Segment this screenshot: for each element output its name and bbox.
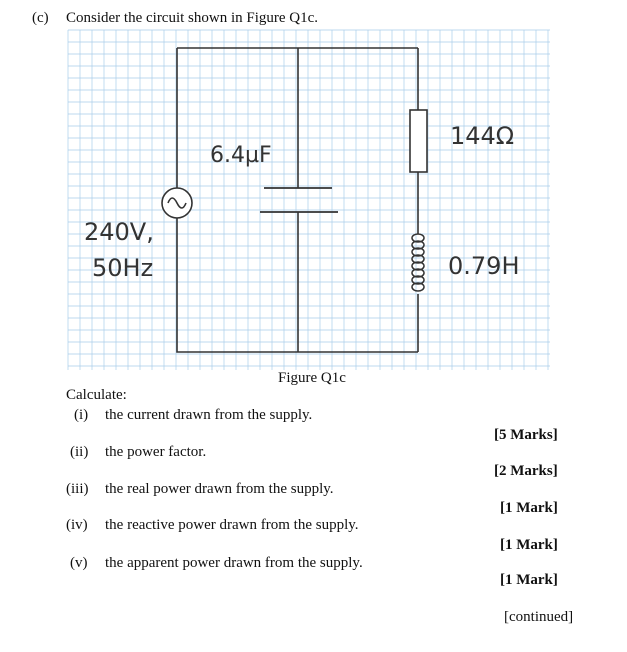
resistor-symbol	[410, 110, 427, 172]
item-marks-iii: [1 Mark]	[500, 500, 558, 516]
figure-caption: Figure Q1c	[278, 370, 346, 386]
item-number-iv: (iv)	[66, 517, 88, 533]
inductor-label: 0.79H	[448, 252, 520, 280]
inductor-symbol	[412, 234, 424, 291]
calculate-heading: Calculate:	[66, 387, 127, 403]
item-number-i: (i)	[74, 407, 89, 423]
item-text-iii: the real power drawn from the supply.	[105, 481, 334, 497]
capacitor-label: 6.4µF	[210, 143, 272, 168]
item-marks-iv: [1 Mark]	[500, 537, 558, 553]
item-text-i: the current drawn from the supply.	[105, 407, 313, 423]
graph-paper-grid	[68, 30, 550, 370]
item-text-iv: the reactive power drawn from the supply.	[105, 517, 359, 533]
question-prompt: Consider the circuit shown in Figure Q1c.	[66, 10, 319, 26]
source-voltage-label: 240V,	[84, 218, 154, 246]
item-number-ii: (ii)	[70, 444, 89, 460]
item-number-iii: (iii)	[66, 481, 89, 497]
item-marks-v: [1 Mark]	[500, 572, 558, 588]
item-text-v: the apparent power drawn from the supply.	[105, 555, 363, 571]
source-frequency-label: 50Hz	[92, 254, 154, 282]
item-text-ii: the power factor.	[105, 444, 207, 460]
question-label: (c)	[32, 10, 49, 26]
item-marks-ii: [2 Marks]	[494, 463, 558, 479]
ac-source-symbol	[162, 188, 192, 218]
resistor-label: 144Ω	[450, 122, 515, 150]
item-marks-i: [5 Marks]	[494, 427, 558, 443]
item-number-v: (v)	[70, 555, 88, 571]
continued-note: [continued]	[504, 609, 574, 625]
